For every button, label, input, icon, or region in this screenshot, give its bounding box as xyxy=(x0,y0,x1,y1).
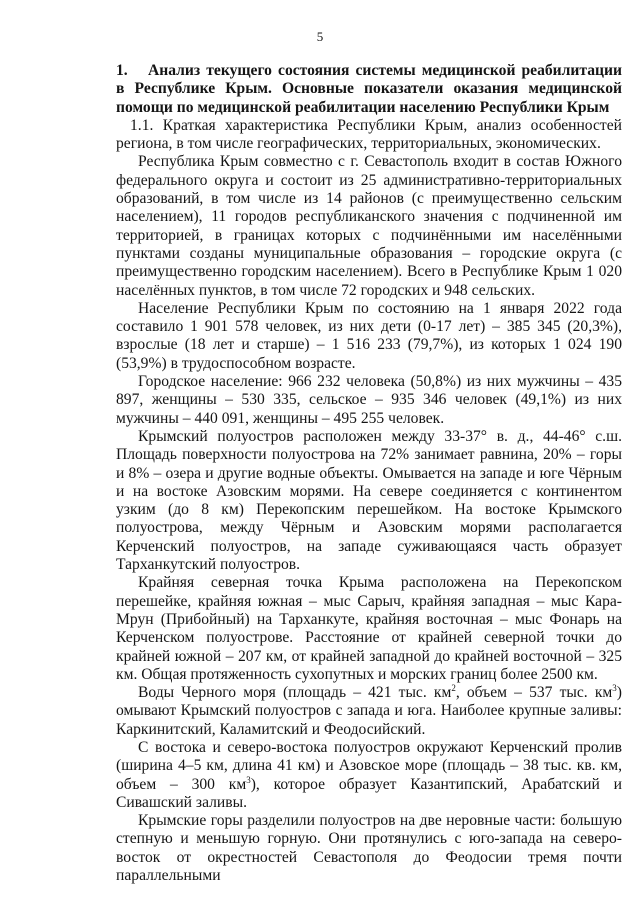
paragraph-mountains: Крымские горы разделили полуостров на две неровные части: большую степную и меньшую горную. Они протянулись с юго-запада на северо-восток от окрестностей Севастополя до Феодосии тремя почти параллельными xyxy=(116,812,622,885)
section-heading xyxy=(116,62,622,117)
text-fragment: ), которое образует Казантипский, Арабатский и Сивашский заливы. xyxy=(116,775,622,811)
paragraph-administrative: Республика Крым совместно с г. Севастополь входит в состав Южного федерального округа и состоит из 25 административно-территориальных образований, в том числе из 14 районов (с преимущественно сельским населением), 11 городов республиканского значения с подчиненной им территорией, в границах которых с подчинёнными им населёнными пунктами созданы муниципальные образования – городские округа (с преимущественно городским населением). Всего в Республике Крым 1 020 населённых пунктов, в том числе 72 городских и 948 сельских. xyxy=(116,153,622,299)
document-body xyxy=(116,62,622,885)
paragraph-extreme-points: Крайняя северная точка Крыма расположена на Перекопском перешейке, крайняя южная – мыс Сарыч, крайняя западная – мыс Кара-Мрун (Прибойный) на Тарханкуте, крайняя восточная – мыс Фонарь на Керченском полуострове. Расстояние от крайней северной точки до крайней южной – 207 км, от крайней западной до крайней восточной – 325 км. Общая протяженность сухопутных и морских границ более 2500 км. xyxy=(116,574,622,683)
text-fragment: Воды Черного моря (площадь – 421 тыс. км xyxy=(138,684,452,702)
paragraph-geography: Крымский полуостров расположен между 33-37° в. д., 44-46° с.ш. Площадь поверхности полуострова на 72% занимает равнина, 20% – горы и 8% – озера и другие водные объекты. Омывается на западе и юге Чёрным и на востоке Азовским морями. На севере соединяется с континентом узким (до 8 км) Перекопским перешейком. На востоке Крымского полуострова, между Чёрным и Азовским морями располагается Керченский полуостров, на западе суживающаяся часть образует Тарханкутский полуостров. xyxy=(116,427,622,574)
text-fragment: , объем – 537 тыс. км xyxy=(455,684,613,702)
paragraph-kerch-strait xyxy=(116,739,622,812)
section-number: 1. xyxy=(116,62,128,79)
page-number: 5 xyxy=(316,29,324,44)
text-fragment: С востока и северо-востока полуостров окружают Керченский пролив (ширина 4–5 км, длина 41 км) и Азовское море (площадь – 38 тыс. кв. км, объем – 300 км xyxy=(116,738,622,793)
superscript: 3 xyxy=(246,774,251,785)
paragraph-black-sea xyxy=(116,684,622,739)
text-fragment: ) омывают Крымский полуостров с запада и юга. Наиболее крупные заливы: Каркинитский, Каламитский и Феодосийский. xyxy=(116,684,622,738)
paragraph-population: Население Республики Крым по состоянию на 1 января 2022 года составило 1 901 578 человек, из них дети (0-17 лет) – 385 345 (20,3%), взрослые (18 лет и старше) – 1 516 233 (79,7%), из которых 1 024 190 (53,9%) в трудоспособном возрасте. xyxy=(116,299,622,372)
superscript: 2 xyxy=(451,683,456,694)
section-title: Анализ текущего состояния системы медицинской реабилитации в Республике Крым. Основные показатели оказания медицинской помощи по медицинской реабилитации населению Республики Крым xyxy=(116,62,622,116)
superscript: 3 xyxy=(612,683,617,694)
paragraph-urban-rural: Городское население: 966 232 человека (50,8%) из них мужчины – 435 897, женщины – 530 335, сельское – 935 346 человек (49,1%) из них мужчины – 440 091, женщины – 495 255 человек. xyxy=(116,373,622,427)
subsection-title: 1.1. Краткая характеристика Республики Крым, анализ особенностей региона, в том числе географических, территориальных, экономических. xyxy=(116,116,622,153)
